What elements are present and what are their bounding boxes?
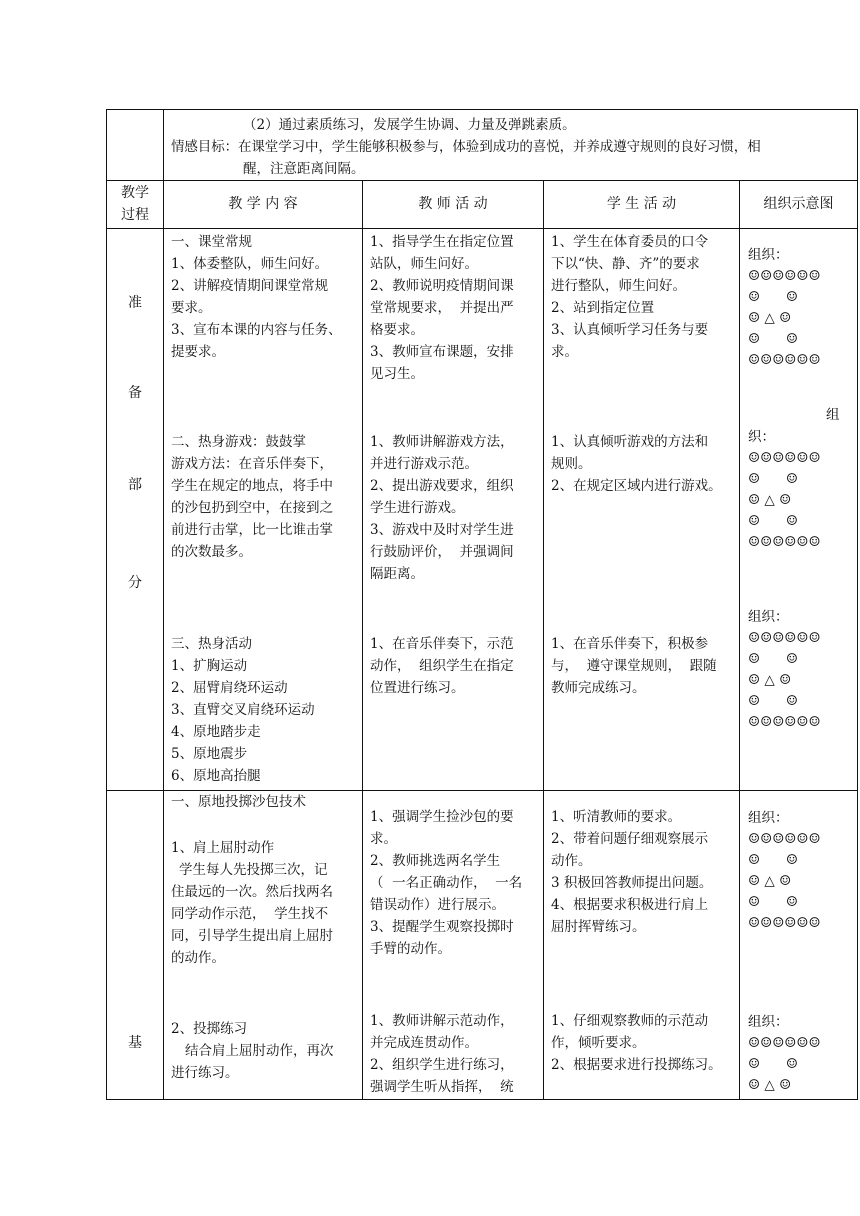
row3-student-line: 与， 遵守课堂规则， 跟随 [551,658,717,674]
row2-teacher-line: 隔距离。 [370,566,424,582]
formation-row: ☺ ☺ [748,852,798,868]
formation-teacher-row: ☺ △ ☺ [748,492,792,508]
row4-content-title: 一、原地投掷沙包技术 [171,794,306,810]
row3-student [551,633,717,699]
section-prep-char-1: 准 [128,295,142,311]
row1-teacher-line: 见习生。 [370,366,424,382]
row3-student-line: 教师完成练习。 [551,680,646,696]
formation-row: ☺ ☺ [748,693,798,709]
row4-teacher [370,806,522,960]
row2-teacher-line: 2、提出游戏要求，组织 [370,478,514,494]
row5-formation-diagram [748,1012,821,1096]
header-student: 学 生 活 动 [606,196,677,212]
col-student-divider [739,180,740,1100]
row3-content-line: 4、原地踏步走 [171,724,261,740]
row4-teacher-line: 求。 [370,831,397,847]
row4-student-line: 2、带着问题仔细观察展示 [551,831,709,847]
header-content: 教 学 内 容 [228,196,298,212]
row1-content-line: 2、讲解疫情期间课堂常规 [171,278,329,294]
row2-content-line: 前进行击掌，比一比谁击掌 [171,522,333,538]
row2-formation-label-top: 组 [826,407,840,423]
col-process-divider [163,109,164,1100]
row4-teacher-line: 错误动作）进行展示。 [370,897,505,913]
col-teacher-divider [543,180,544,1100]
row3-teacher-line: 位置进行练习。 [370,680,465,696]
section-prep-char-3: 部 [128,477,142,493]
formation-row: ☺☺☺☺☺☺ [748,534,821,550]
row4-teacher-line: 手臂的动作。 [370,941,451,957]
formation-row: ☺☺☺☺☺☺ [748,1035,821,1051]
row4-student-line: 1、听清教师的要求。 [551,809,682,825]
formation-row: ☺ ☺ [748,894,798,910]
formation-row: ☺☺☺☺☺☺ [748,630,821,646]
row4-content-line: 的动作。 [171,950,225,966]
row2-student-line: 规则。 [551,456,592,472]
row2-teacher [370,431,514,585]
row4-content-line: 1、肩上屈肘动作 [171,840,275,856]
row5-teacher-line: 强调学生听从指挥， 统 [370,1079,514,1095]
row4-teacher-line: （ 一名正确动作， 一名 [370,875,523,891]
row3-content-line: 5、原地震步 [171,746,248,762]
row2-teacher-line: 1、教师讲解游戏方法， [370,434,514,450]
row5-student-line: 2、根据要求进行投掷练习。 [551,1057,722,1073]
formation-row: ☺ ☺ [748,471,798,487]
row1-student-line: 进行整队，师生问好。 [551,278,686,294]
row2-content-line: 的沙包扔到空中，在接到之 [171,500,333,516]
row5-teacher-line: 1、教师讲解示范动作， [370,1013,514,1029]
row1-teacher-line: 格要求。 [370,322,424,338]
row4-student-line: 动作。 [551,853,592,869]
header-top-border [106,180,858,181]
row3-content-line: 3、直臂交叉肩绕环运动 [171,702,315,718]
header-process [107,182,163,226]
row1-student-line: 3、认真倾听学习任务与要 [551,322,709,338]
table-left-border [106,109,107,1100]
table-top-border [106,109,858,110]
row4-student [551,806,712,938]
row1-teacher-line: 2、教师说明疫情期间课 [370,278,514,294]
formation-teacher-row: ☺ △ ☺ [748,310,792,326]
table-right-border [857,109,858,1100]
row2-teacher-line: 并进行游戏示范。 [370,456,478,472]
row1-student-line: 1、学生在体育委员的口令 [551,234,709,250]
section-prep-char-4: 分 [128,575,142,591]
row2-student-line: 1、认真倾听游戏的方法和 [551,434,709,450]
objective-line-3: 醒，注意距离间隔。 [243,161,365,177]
row2-student-line: 2、在规定区域内进行游戏。 [551,478,722,494]
row1-content-line: 一、课堂常规 [171,234,252,250]
row3-student-line: 1、在音乐伴奏下，积极参 [551,636,709,652]
row3-teacher [370,633,514,699]
formation-label: 组织： [748,1014,789,1030]
formation-label: 织： [748,429,775,445]
row5-student-line: 1、仔细观察教师的示范动 [551,1013,709,1029]
row1-content-line: 要求。 [171,300,212,316]
formation-row: ☺☺☺☺☺☺ [748,831,821,847]
formation-row: ☺ ☺ [748,1056,798,1072]
row4-student-line: 3 积极回答教师提出问题。 [551,875,713,891]
row1-teacher-line: 3、教师宣布课题，安排 [370,344,514,360]
row4-student-line: 屈肘挥臂练习。 [551,919,646,935]
row5-content-line: 结合肩上屈肘动作，再次 [185,1043,334,1059]
row4-content-line: 同，引导学生提出肩上屈肘 [171,928,333,944]
section-basic-char: 基 [128,1035,142,1051]
row5-content-line: 2、投掷练习 [171,1021,248,1037]
formation-row: ☺ ☺ [748,289,798,305]
row1-content-line: 1、体委整队，师生问好。 [171,256,329,272]
row5-content [171,1018,334,1084]
row2-content-line: 二、热身游戏：鼓鼓掌 [171,434,306,450]
formation-row: ☺☺☺☺☺☺ [748,450,821,466]
header-process-line-2: 过程 [121,207,149,223]
row4-content-line: 住最远的一次。然后找两名 [171,884,333,900]
row1-teacher [370,231,514,385]
row1-teacher-line: 1、指导学生在指定位置 [370,234,514,250]
row3-content-line: 2、屈臂肩绕环运动 [171,680,288,696]
formation-teacher-row: ☺ △ ☺ [748,1077,792,1093]
formation-row: ☺ ☺ [748,331,798,347]
row4-content-line: 同学动作示范， 学生找不 [171,906,329,922]
row4-formation-diagram [748,808,821,934]
header-teacher: 教 师 活 动 [418,196,488,212]
row4-teacher-line: 3、提醒学生观察投掷时 [370,919,514,935]
row2-content-line: 的次数最多。 [171,544,252,560]
row2-formation-diagram [748,427,821,553]
formation-teacher-row: ☺ △ ☺ [748,873,792,889]
row5-teacher [370,1010,514,1098]
header-bottom-border [106,228,858,229]
objective-line-1: （2）通过素质练习，发展学生协调、力量及弹跳素质。 [243,117,576,133]
row4-student-line: 4、根据要求积极进行肩上 [551,897,709,913]
row3-teacher-line: 动作， 组织学生在指定 [370,658,514,674]
row5-student-line: 作，倾听要求。 [551,1035,646,1051]
row2-teacher-line: 学生进行游戏。 [370,500,465,516]
row3-formation-diagram [748,607,821,733]
formation-row: ☺ ☺ [748,651,798,667]
formation-row: ☺☺☺☺☺☺ [748,352,821,368]
header-diagram: 组织示意图 [763,196,834,212]
col-content-divider [362,180,363,1100]
row5-teacher-line: 2、组织学生进行练习， [370,1057,514,1073]
row2-student [551,431,722,497]
row3-content [171,633,315,787]
formation-row: ☺☺☺☺☺☺ [748,268,821,284]
row5-content-line: 进行练习。 [171,1065,239,1081]
row3-content-line: 6、原地高抬腿 [171,768,261,784]
objective-line-2: 情感目标：在课堂学习中，学生能够积极参与，体验到成功的喜悦，并养成遵守规则的良好习惯，相 [171,139,761,155]
formation-row: ☺☺☺☺☺☺ [748,915,821,931]
formation-label: 组织： [748,609,789,625]
formation-label: 组织： [748,247,789,263]
row2-teacher-line: 行鼓励评价， 并强调间 [370,544,514,560]
row1-teacher-line: 站队，师生问好。 [370,256,478,272]
row4-teacher-line: 1、强调学生捡沙包的要 [370,809,514,825]
row1-formation-diagram [748,245,821,371]
row3-teacher-line: 1、在音乐伴奏下，示范 [370,636,514,652]
row2-content-line: 学生在规定的地点，将手中 [171,478,333,494]
formation-label: 组织： [748,810,789,826]
table-bottom-border [106,1099,858,1100]
row1-student-line: 下以“快、静、齐”的要求 [551,256,700,272]
row1-content-line: 提要求。 [171,344,225,360]
row5-teacher-line: 并完成连贯动作。 [370,1035,478,1051]
row2-content-line: 游戏方法：在音乐伴奏下， [171,456,333,472]
row4-content [171,837,359,969]
formation-teacher-row: ☺ △ ☺ [748,672,792,688]
row1-student-line: 2、站到指定位置 [551,300,655,316]
row4-content-line: 学生每人先投掷三次，记 [179,862,328,878]
row3-content-line: 三、热身活动 [171,636,252,652]
row1-content-line: 3、宣布本课的内容与任务、 [171,322,342,338]
formation-row: ☺☺☺☺☺☺ [748,714,821,730]
formation-row: ☺ ☺ [748,513,798,529]
section-prep-char-2: 备 [128,385,142,401]
row1-student [551,231,708,363]
row3-content-line: 1、扩胸运动 [171,658,248,674]
row1-teacher-line: 堂常规要求， 并提出严 [370,300,514,316]
row2-content [171,431,333,563]
row5-student [551,1010,722,1076]
header-process-line-1: 教学 [121,185,149,201]
row1-content [171,231,342,363]
row2-teacher-line: 3、游戏中及时对学生进 [370,522,514,538]
row1-student-line: 求。 [551,344,578,360]
row4-teacher-line: 2、教师挑选两名学生 [370,853,501,869]
